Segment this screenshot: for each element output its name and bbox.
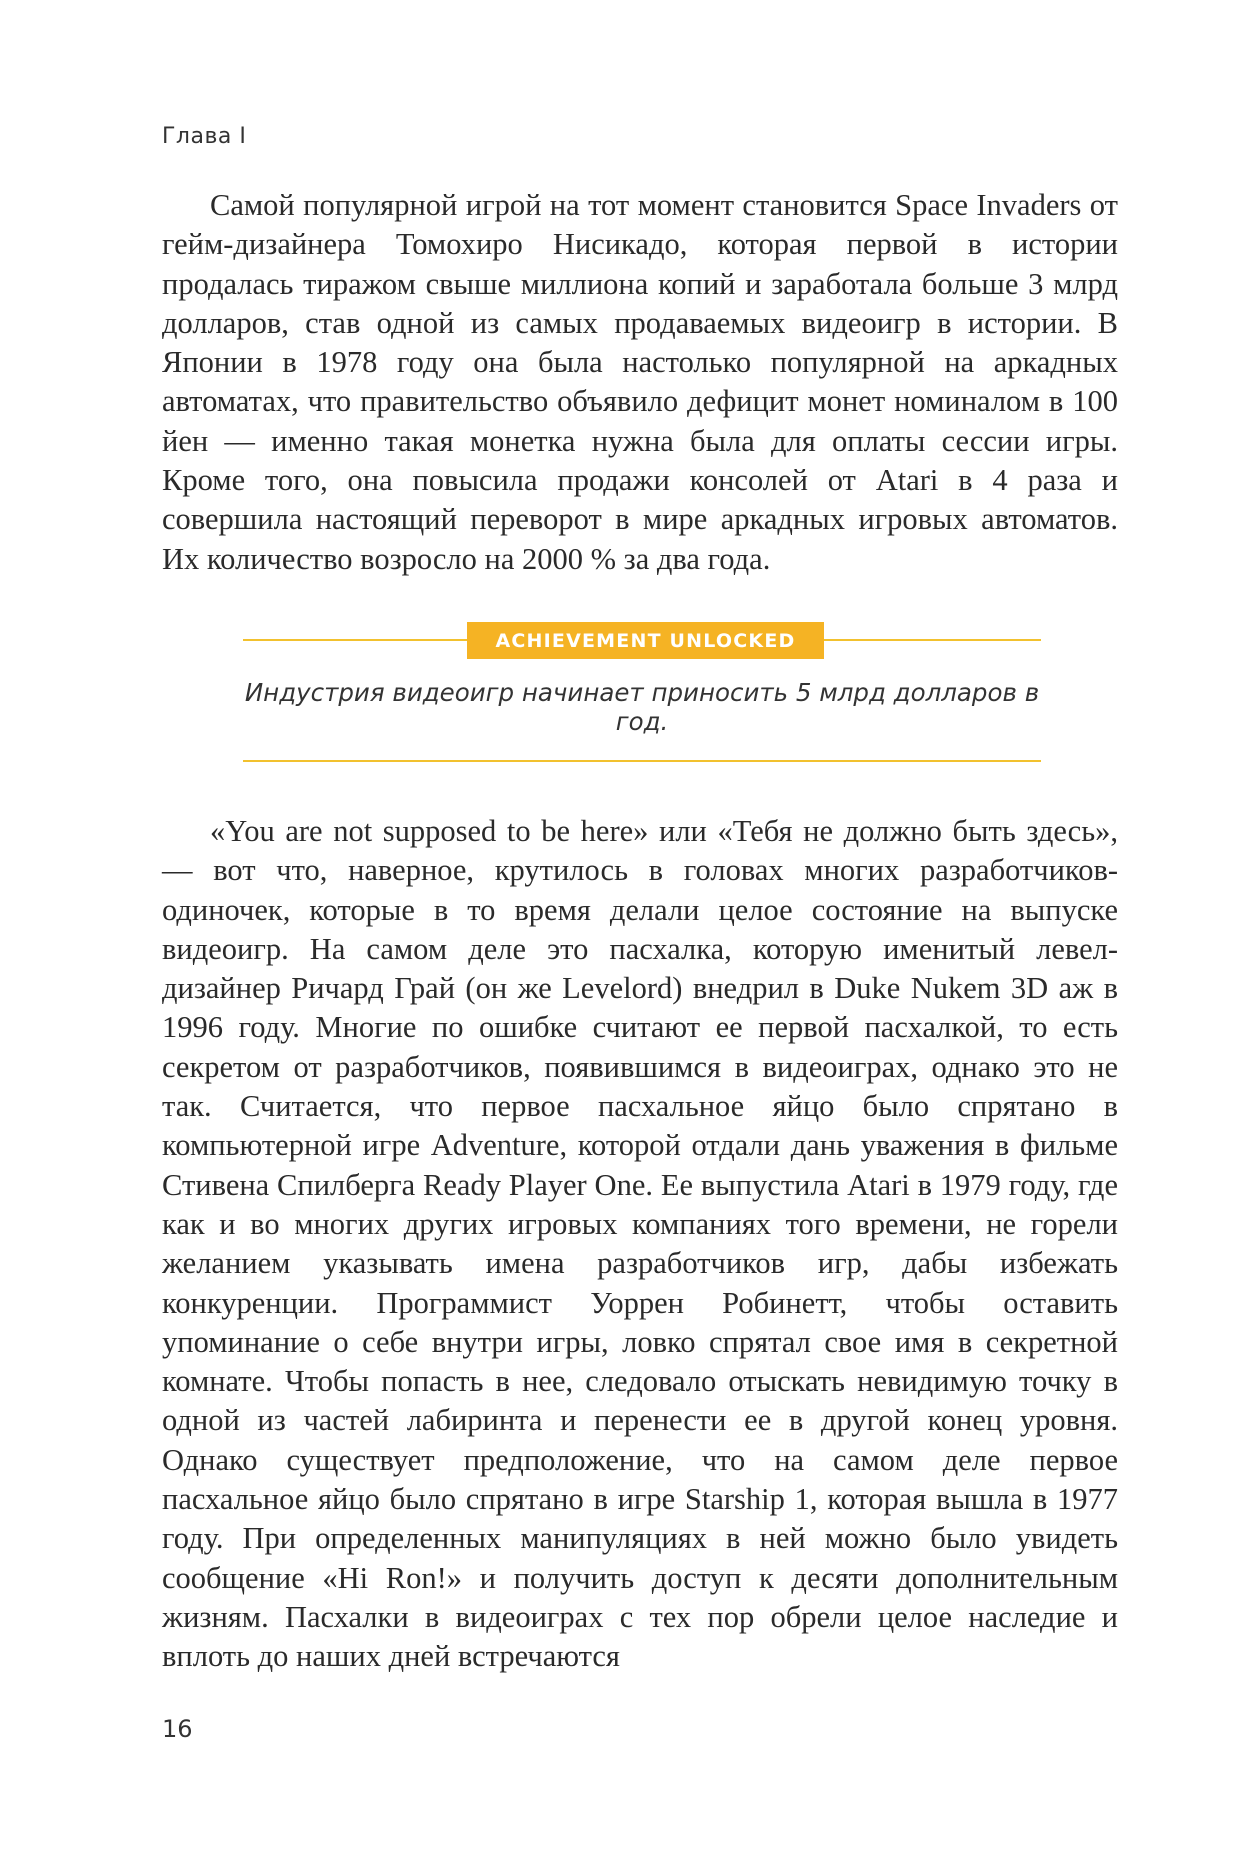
chapter-header: Глава I [162,124,247,149]
achievement-divider-left [243,639,467,641]
achievement-text: Индустрия видеоигр начинает приносить 5 млрд долларов в год. [244,678,1040,736]
paragraph-easter-eggs: «You are not supposed to be here» или «Тебя не должно быть здесь», — вот что, наверное, крутилось в головах многих разработчиков-одиночек, которые в то время делали целое состояние на выпуске видеоигр. На самом деле это пасхалка, которую именитый левел-дизайнер Ричард Грай (он же Levelord) внедрил в Duke Nukem 3D аж в 1996 году. Многие по ошибке считают ее первой пасхалкой, то есть секретом от разработчиков, появившимся в видеоиграх, однако это не так. Считается, что первое пасхальное яйцо было спрятано в компьютерной игре Adventure, которой отдали дань уважения в фильме Стивена Спилберга Ready Player One. Ее выпустила Atari в 1979 году, где как и во многих других игровых компаниях того времени, не горели желанием указывать имена разработчиков игр, дабы избежать конкуренции. Программист Уоррен Робинетт, чтобы оставить упоминание о себе внутри игры, ловко спрятал свое имя в секретной комнате. Чтобы попасть в нее, следовало отыскать невидимую точку в одной из частей лабиринта и перенести ее в другой конец уровня. Однако существует предположение, что на самом деле первое пасхальное яйцо было спрятано в игре Starship 1, которая вышла в 1977 году. При определенных манипуляциях в ней можно было увидеть сообщение «Hi Ron!» и получить доступ к десяти дополнительным жизням. Пасхалки в видеоиграх с тех пор обрели целое наследие и вплоть до наших дней встречаются [162,814,1118,1674]
achievement-badge: ACHIEVEMENT UNLOCKED [467,622,824,659]
page-number: 16 [162,1715,193,1743]
achievement-divider-right [824,639,1041,641]
achievement-divider-bottom [243,760,1041,762]
paragraph-space-invaders: Самой популярной игрой на тот момент становится Space Invaders от гейм-дизайнера Томохиро Нисикадо, которая первой в истории продалась тиражом свыше миллиона копий и заработала больше 3 млрд долларов, став одной из самых продаваемых видеоигр в истории. В Японии в 1978 году она была настолько популярной на аркадных автоматах, что правительство объявило дефицит монет номиналом в 100 йен — именно такая монетка нужна была для оплаты сессии игры. Кроме того, она повысила продажи консолей от Atari в 4 раза и совершила настоящий переворот в мире аркадных игровых автоматов. Их количество возросло на 2000 % за два года. [162,188,1118,576]
